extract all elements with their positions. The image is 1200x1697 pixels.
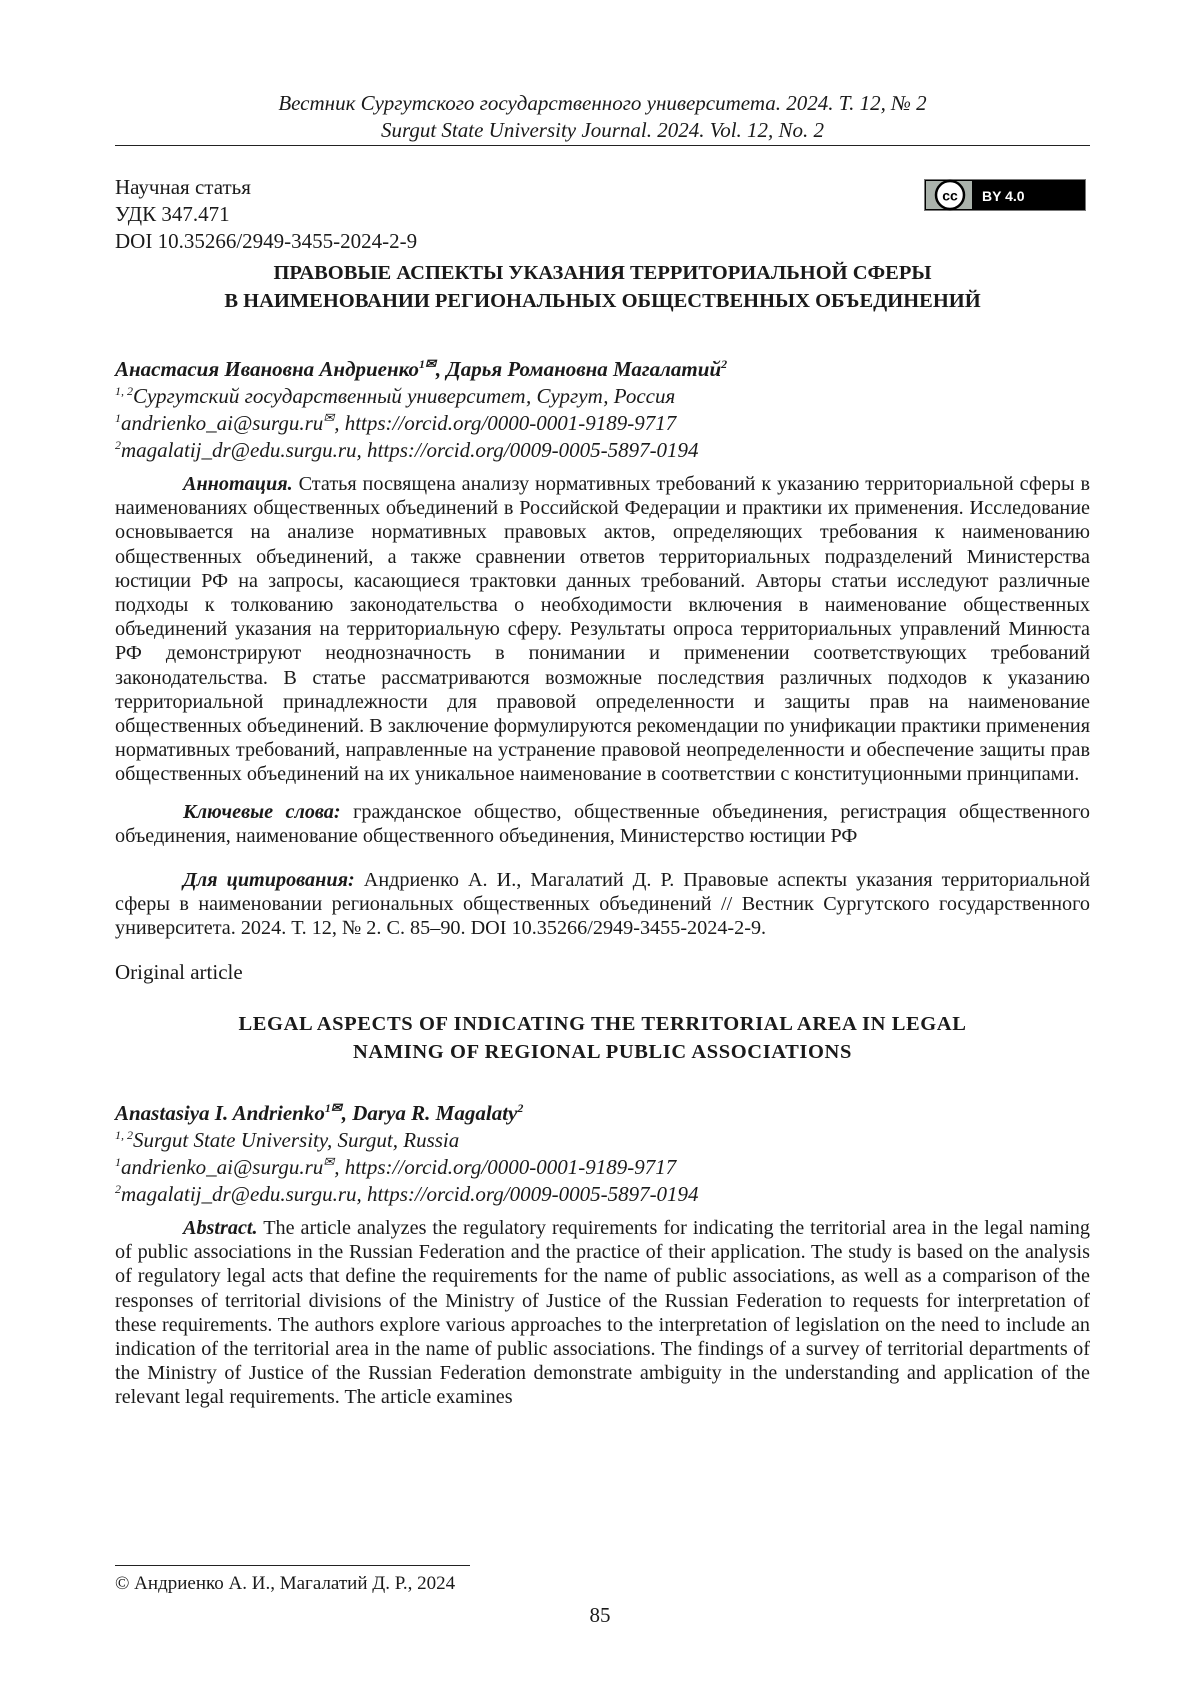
abstract-text-ru: Статья посвящена анализу нормативных требований к указанию территориальной сферы в наименованиях общественных объединений в Российской Федерации и практики их применения. Исследование основывается на анализе нормативных правовых актов, определяющих требования к наименованию общественных объединений, а также сравнении ответов территориальных подразделений Министерства юстиции РФ на запросы, касающиеся трактовки данных требований. Авторы статьи исследуют различные подходы к толкованию законодательства о необходимости включения в наименование общественных объединений указания на территориальную сферу. Результаты опроса территориальных управлений Минюста РФ демонстрируют неоднозначность в понимании и применении соответствующих требований законодательства. В статье рассматриваются возможные последствия различных подходов к указанию территориальной принадлежности для правовой определенности и защиты прав на наименование общественных объединений. В заключение формулируются рекомендации по унификации практики применения нормативных требований, направленные на устранение правовой неопределенности и обеспечение защиты прав общественных объединений на их уникальное наименование в соответствии с конституционными принципами. xyxy=(115,473,1090,786)
contact1-ru: $^1$andrienko_ai@surgu.ru✉, https://orcid.org/0000-0001-9189-9717 xyxy=(115,410,677,435)
mail-icon: ✉ xyxy=(425,356,436,371)
authors-ru xyxy=(115,356,727,464)
article-title-en xyxy=(115,1010,1090,1066)
journal-header xyxy=(115,90,1090,144)
author2-ru: Дарья Романовна Магалатий xyxy=(446,357,722,381)
contact2-ru: $^2$magalatij_dr@edu.surgu.ru, https://orcid.org/0009-0005-5897-0194 xyxy=(115,438,699,462)
abstract-label-en: Abstract. xyxy=(183,1217,258,1239)
author-names-ru: Анастасия Ивановна Андриенко$^{1✉}$, Дарья Романовна Магалатий$^2$ xyxy=(115,356,728,381)
contact1-en: $^1$andrienko_ai@surgu.ru✉, https://orcid.org/0000-0001-9189-9717 xyxy=(115,1154,677,1179)
cc-by-license-badge[interactable] xyxy=(924,179,1086,211)
doi: DOI 10.35266/2949-3455-2024-2-9 xyxy=(115,229,418,253)
email2-orcid2-link-en[interactable]: magalatij_dr@edu.surgu.ru, https://orcid.org/0009-0005-5897-0194 xyxy=(121,1182,699,1206)
title-en-line2: NAMING OF REGIONAL PUBLIC ASSOCIATIONS xyxy=(353,1041,852,1063)
author1-ru: Анастасия Ивановна Андриенко xyxy=(115,357,419,381)
email2-orcid2-link[interactable]: magalatij_dr@edu.surgu.ru, https://orcid.org/0009-0005-5897-0194 xyxy=(121,438,699,462)
udc: УДК 347.471 xyxy=(115,202,230,226)
mail-icon: ✉ xyxy=(323,410,335,425)
cc-by-label: BY 4.0 xyxy=(982,188,1025,204)
title-ru-line2: В НАИМЕНОВАНИИ РЕГИОНАЛЬНЫХ ОБЩЕСТВЕННЫХ ОБЪЕДИНЕНИЙ xyxy=(224,290,981,312)
article-title-ru xyxy=(115,259,1090,315)
citation-label: Для цитирования: xyxy=(183,869,355,891)
article-type-en: Original article xyxy=(115,960,243,984)
citation-text: Андриенко А. И., Магалатий Д. Р. Правовые аспекты указания территориальной сферы в наименовании региональных общественных объединений // Вестник Сургутского государственного университета. 2024. Т. 12, № 2. С. 85–90. DOI 10.35266/2949-3455-2024-2-9. xyxy=(115,869,1091,940)
author1-en: Anastasiya I. Andrienko xyxy=(115,1101,325,1125)
journal-title-en: Surgut State University Journal. 2024. Vol. 12, No. 2 xyxy=(380,118,825,142)
copyright: © Андриенко А. И., Магалатий Д. Р., 2024 xyxy=(115,1573,456,1594)
journal-title-ru: Вестник Сургутского государственного университета. 2024. Т. 12, № 2 xyxy=(278,91,927,115)
keywords-label-ru: Ключевые слова: xyxy=(183,801,341,823)
author2-en: Darya R. Magalaty xyxy=(352,1101,518,1125)
footnote-rule xyxy=(115,1565,470,1566)
cc-text: cc xyxy=(942,187,958,204)
title-ru-line1: ПРАВОВЫЕ АСПЕКТЫ УКАЗАНИЯ ТЕРРИТОРИАЛЬНОЙ СФЕРЫ xyxy=(273,262,932,284)
affiliation-en: $^{1, 2}$Surgut State University, Surgut, Russia xyxy=(115,1128,460,1152)
abstract-text-en: The article analyzes the regulatory requirements for indicating the territorial area in the legal naming of public associations in the Russian Federation and the practice of their application. The study is based on the analysis of regulatory legal acts that define the requirements for the name of public associations, as well as a comparison of the responses of territorial divisions of the Ministry of Justice of the Russian Federation to requests for interpretation of these requirements. The authors explore various approaches to the interpretation of legislation on the need to include an indication of the territorial area in the name of public associations. The findings of a survey of territorial departments of the Ministry of Justice of the Russian Federation demonstrate ambiguity in the understanding and application of the relevant legal requirements. The article examines xyxy=(115,1217,1090,1409)
mail-icon: ✉ xyxy=(330,1100,342,1115)
article-type-ru: Научная статья xyxy=(115,175,251,199)
author-names-en: Anastasiya I. Andrienko$^{1✉}$, Darya R. Magalaty$^2$ xyxy=(115,1100,524,1125)
authors-en xyxy=(115,1100,699,1208)
abstract-ru xyxy=(115,472,1090,787)
email1-link[interactable]: andrienko_ai@surgu.ru xyxy=(121,411,324,435)
orcid1-link[interactable]: , https://orcid.org/0000-0001-9189-9717 xyxy=(334,411,677,435)
affiliation-ru: $^{1, 2}$Сургутский государственный университет, Сургут, Россия xyxy=(115,384,676,408)
contact2-en: $^2$magalatij_dr@edu.surgu.ru, https://orcid.org/0009-0005-5897-0194 xyxy=(115,1182,699,1206)
orcid1-link-en[interactable]: , https://orcid.org/0000-0001-9189-9717 xyxy=(334,1155,677,1179)
keywords-text-ru: гражданское общество, общественные объединения, регистрация общественного объединения, наименование общественного объединения, Министерство юстиции РФ xyxy=(115,801,1090,848)
abstract-label-ru: Аннотация. xyxy=(183,473,293,495)
cc-license-icon xyxy=(924,179,1086,211)
page-number: 85 xyxy=(589,1603,611,1627)
abstract-en xyxy=(115,1216,1090,1410)
article-meta xyxy=(115,174,417,255)
header-rule xyxy=(115,145,1090,146)
citation xyxy=(115,868,1090,941)
title-en-line1: LEGAL ASPECTS OF INDICATING THE TERRITORIAL AREA IN LEGAL xyxy=(238,1013,967,1035)
mail-icon: ✉ xyxy=(323,1154,335,1169)
keywords-ru xyxy=(115,800,1090,848)
email1-link-en[interactable]: andrienko_ai@surgu.ru xyxy=(121,1155,324,1179)
